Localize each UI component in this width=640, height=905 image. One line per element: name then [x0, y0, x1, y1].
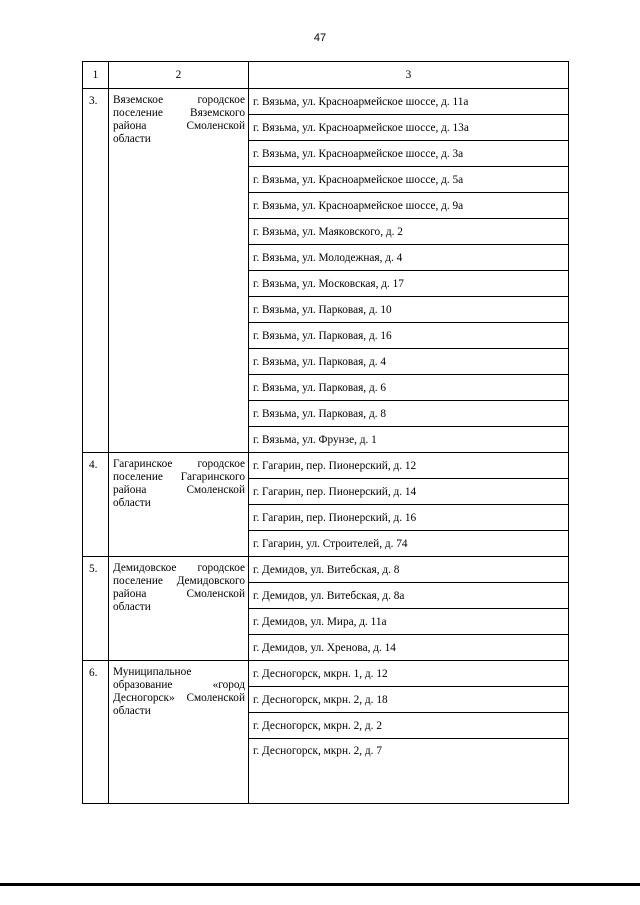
column-header-2: 2	[109, 62, 249, 89]
table-row	[83, 89, 569, 115]
address-cell: г. Вязьма, ул. Московская, д. 17	[249, 271, 569, 297]
address-table	[82, 61, 569, 804]
row-number: 4.	[83, 453, 109, 557]
address-cell: г. Гагарин, пер. Пионерский, д. 16	[249, 505, 569, 531]
address-cell: г. Вязьма, ул. Парковая, д. 16	[249, 323, 569, 349]
address-cell: г. Демидов, ул. Мира, д. 11а	[249, 609, 569, 635]
address-cell: г. Гагарин, ул. Строителей, д. 74	[249, 531, 569, 557]
address-cell: г. Десногорск, мкрн. 2, д. 18	[249, 687, 569, 713]
address-cell: г. Демидов, ул. Витебская, д. 8а	[249, 583, 569, 609]
address-cell: г. Вязьма, ул. Парковая, д. 4	[249, 349, 569, 375]
bottom-rule	[0, 883, 640, 886]
row-number: 6.	[83, 661, 109, 804]
address-cell: г. Вязьма, ул. Красноармейское шоссе, д. 3а	[249, 141, 569, 167]
address-table-body	[83, 62, 569, 804]
municipality-name: Демидовское городское поселение Демидовского района Смоленской области	[109, 557, 249, 661]
address-cell: г. Вязьма, ул. Маяковского, д. 2	[249, 219, 569, 245]
column-header-1: 1	[83, 62, 109, 89]
municipality-name: Вяземское городское поселение Вяземского района Смоленской области	[109, 89, 249, 453]
address-cell: г. Демидов, ул. Витебская, д. 8	[249, 557, 569, 583]
address-cell: г. Гагарин, пер. Пионерский, д. 12	[249, 453, 569, 479]
table-row	[83, 661, 569, 687]
address-cell: г. Демидов, ул. Хренова, д. 14	[249, 635, 569, 661]
address-cell: г. Гагарин, пер. Пионерский, д. 14	[249, 479, 569, 505]
table-header-row	[83, 62, 569, 89]
column-header-3: 3	[249, 62, 569, 89]
row-number: 3.	[83, 89, 109, 453]
municipality-name: Муниципальное образование «город Десногорск» Смоленской области	[109, 661, 249, 804]
address-cell: г. Вязьма, ул. Красноармейское шоссе, д. 5а	[249, 167, 569, 193]
address-cell: г. Вязьма, ул. Красноармейское шоссе, д. 11а	[249, 89, 569, 115]
address-cell: г. Вязьма, ул. Парковая, д. 8	[249, 401, 569, 427]
row-number: 5.	[83, 557, 109, 661]
address-cell: г. Десногорск, мкрн. 1, д. 12	[249, 661, 569, 687]
table-row	[83, 557, 569, 583]
address-cell: г. Вязьма, ул. Парковая, д. 6	[249, 375, 569, 401]
address-cell: г. Вязьма, ул. Фрунзе, д. 1	[249, 427, 569, 453]
municipality-name: Гагаринское городское поселение Гагаринского района Смоленской области	[109, 453, 249, 557]
table-row	[83, 453, 569, 479]
address-cell: г. Десногорск, мкрн. 2, д. 7	[249, 739, 569, 804]
address-cell: г. Вязьма, ул. Молодежная, д. 4	[249, 245, 569, 271]
address-cell: г. Десногорск, мкрн. 2, д. 2	[249, 713, 569, 739]
address-cell: г. Вязьма, ул. Красноармейское шоссе, д. 13а	[249, 115, 569, 141]
address-cell: г. Вязьма, ул. Красноармейское шоссе, д. 9а	[249, 193, 569, 219]
address-cell: г. Вязьма, ул. Парковая, д. 10	[249, 297, 569, 323]
page-number: 47	[313, 32, 327, 44]
